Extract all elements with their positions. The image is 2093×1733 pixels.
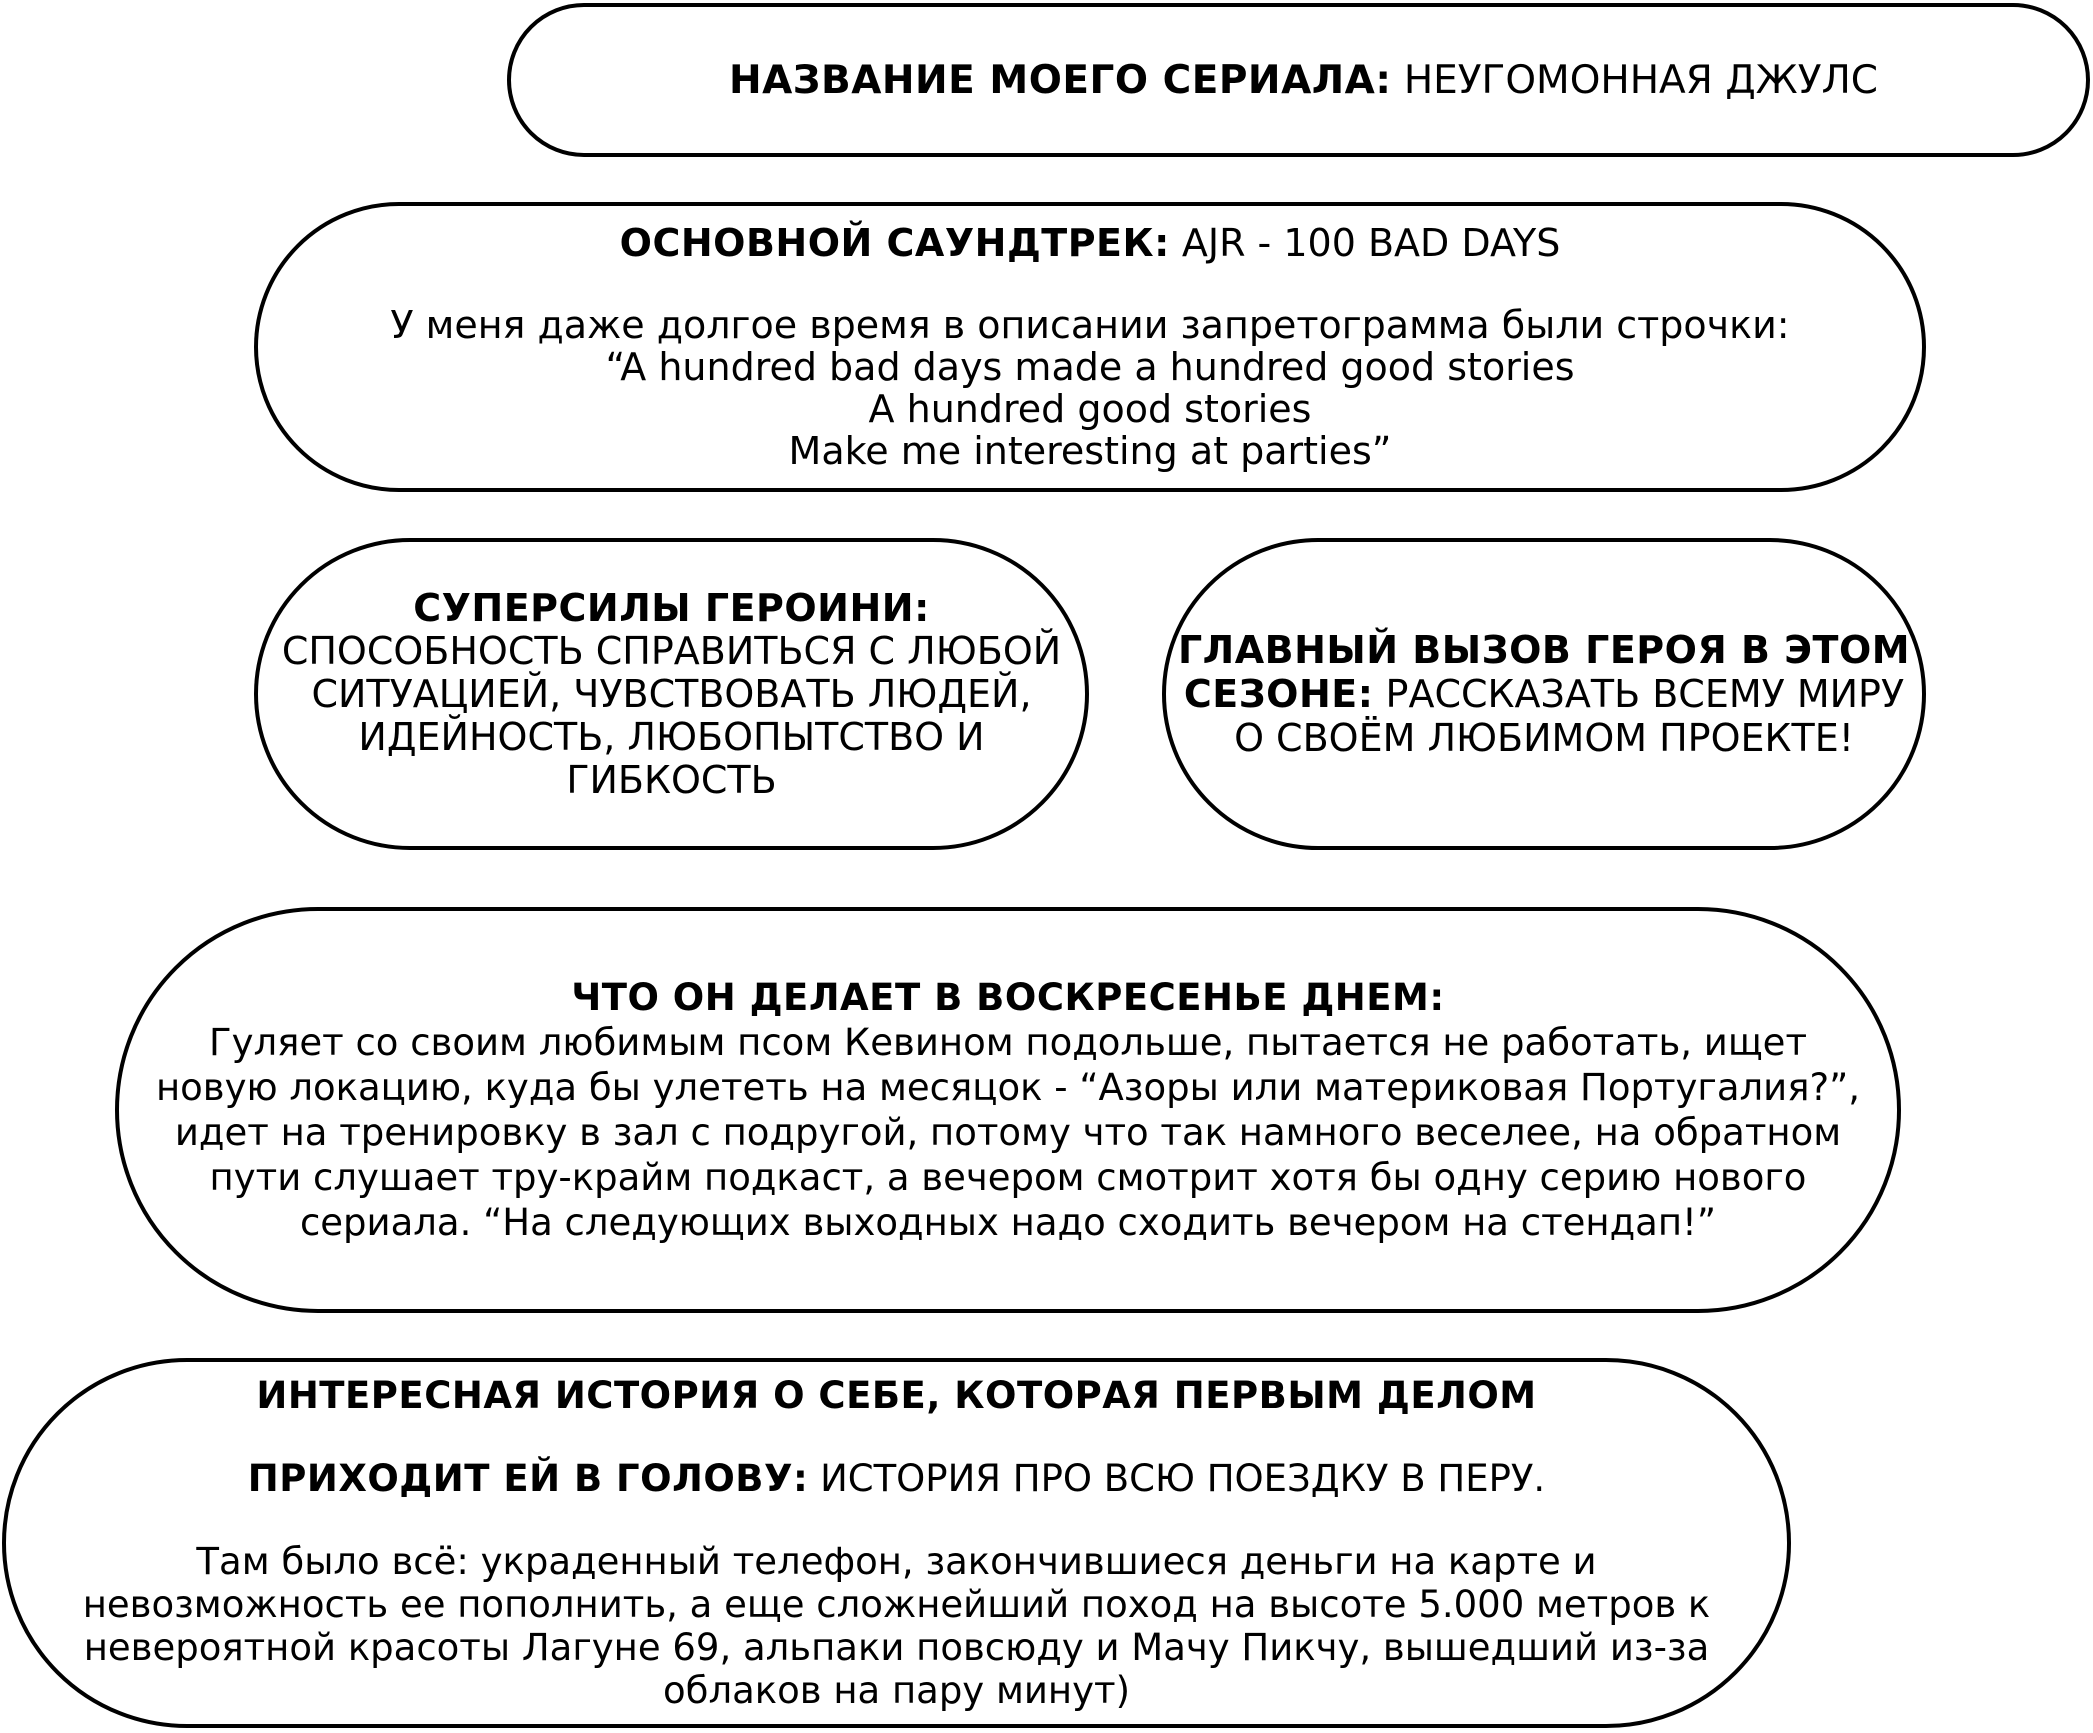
soundtrack-lyric-line: “A hundred bad days made a hundred good stories xyxy=(605,345,1575,389)
soundtrack-lyric-line: A hundred good stories xyxy=(868,387,1312,431)
sunday-card xyxy=(115,907,1901,1313)
story-label-line: ПРИХОДИТ ЕЙ В ГОЛОВУ: xyxy=(247,1457,809,1500)
sunday-text-line: Гуляет со своим любимым псом Кевином подольше, пытается не работать, ищет xyxy=(209,1021,1807,1064)
story-text-line: невозможность ее пополнить, а еще сложнейший поход на высоте 5.000 метров к xyxy=(82,1583,1711,1626)
challenge-value-line: РАССКАЗАТЬ ВСЕМУ МИРУ xyxy=(1385,672,1905,716)
story-label-line: ИНТЕРЕСНАЯ ИСТОРИЯ О СЕБЕ, КОТОРАЯ ПЕРВЫМ ДЕЛОМ xyxy=(256,1374,1537,1417)
story-text-line: невероятной красоты Лагуне 69, альпаки повсюду и Мачу Пикчу, вышедший из-за xyxy=(83,1626,1710,1669)
story-card xyxy=(2,1358,1791,1728)
soundtrack-label: ОСНОВНОЙ САУНДТРЕК: xyxy=(619,221,1170,265)
soundtrack-lyric-line: Make me interesting at parties” xyxy=(788,429,1392,473)
story-mixed-line xyxy=(248,1457,1545,1500)
story-text-line: Там было всё: украденный телефон, закончившиеся деньги на карте и xyxy=(196,1540,1597,1583)
soundtrack-text-line: У меня даже долгое время в описании запретограмма были строчки: xyxy=(390,303,1790,347)
soundtrack-heading xyxy=(620,222,1561,264)
sunday-text-line: пути слушает тру-крайм подкаст, а вечером смотрит хотя бы одну серию нового xyxy=(209,1156,1807,1199)
sunday-text-line: идет на тренировку в зал с подругой, потому что так намного веселее, на обратном xyxy=(174,1111,1842,1154)
challenge-mixed-line xyxy=(1184,672,1904,716)
superpowers-text-line: ГИБКОСТЬ xyxy=(566,757,777,802)
superpowers-text-line: СИТУАЦИЕЙ, ЧУВСТВОВАТЬ ЛЮДЕЙ, xyxy=(311,671,1032,716)
story-text-line: облаков на пару минут) xyxy=(663,1669,1130,1712)
series-title-label: НАЗВАНИЕ МОЕГО СЕРИАЛА: xyxy=(728,57,1392,103)
challenge-value-line: О СВОЁМ ЛЮБИМОМ ПРОЕКТЕ! xyxy=(1234,716,1854,760)
story-value: ИСТОРИЯ ПРО ВСЮ ПОЕЗДКУ В ПЕРУ. xyxy=(820,1457,1546,1500)
sunday-label: ЧТО ОН ДЕЛАЕТ В ВОСКРЕСЕНЬЕ ДНЕМ: xyxy=(571,976,1445,1019)
superpowers-text-line: ИДЕЙНОСТЬ, ЛЮБОПЫТСТВО И xyxy=(358,714,985,759)
soundtrack-value: AJR - 100 BAD DAYS xyxy=(1181,221,1561,265)
sunday-text-line: сериала. “На следующих выходных надо сходить вечером на стендап!” xyxy=(299,1201,1717,1244)
superpowers-label: СУПЕРСИЛЫ ГЕРОИНИ: xyxy=(413,585,930,630)
series-title-row xyxy=(719,58,1878,103)
season-challenge-card xyxy=(1162,538,1926,850)
soundtrack-card xyxy=(254,202,1926,492)
superpowers-text-line: СПОСОБНОСТЬ СПРАВИТЬСЯ С ЛЮБОЙ xyxy=(281,628,1062,673)
series-title-card xyxy=(507,3,2090,157)
challenge-label-line: ГЛАВНЫЙ ВЫЗОВ ГЕРОЯ В ЭТОМ xyxy=(1177,628,1911,672)
challenge-label-line: СЕЗОНЕ: xyxy=(1183,672,1374,716)
sunday-text-line: новую локацию, куда бы улететь на месяцок - “Азоры или материковая Португалия?”, xyxy=(155,1066,1861,1109)
superpowers-card xyxy=(254,538,1089,850)
series-title-value: НЕУГОМОННАЯ ДЖУЛС xyxy=(1403,57,1879,103)
